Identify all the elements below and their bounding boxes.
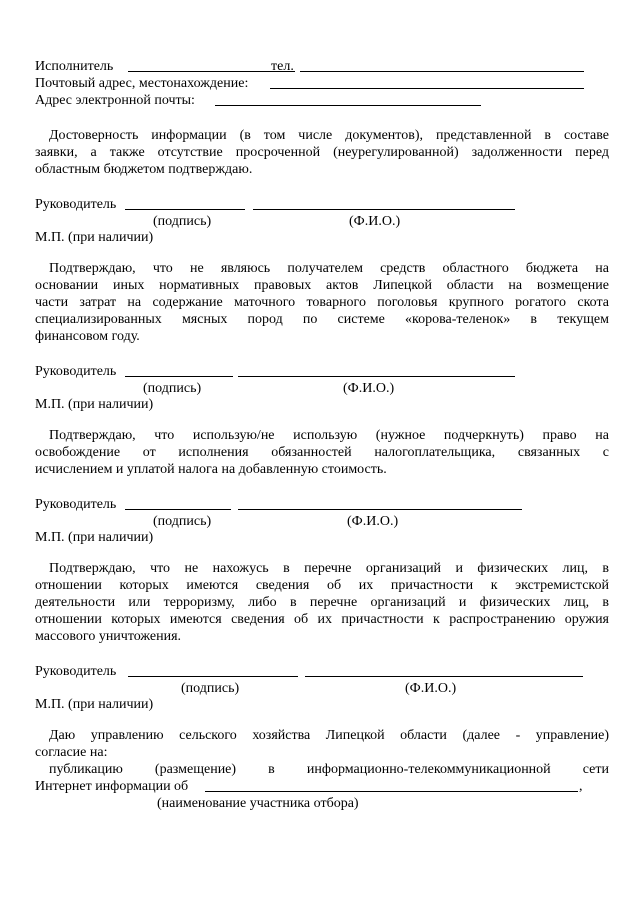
- participant-name-field[interactable]: [205, 778, 578, 792]
- postal-label: Почтовый адрес, местонахождение:: [35, 76, 249, 91]
- executor-field[interactable]: [128, 58, 295, 72]
- postal-row: [35, 75, 609, 92]
- phone-field[interactable]: [300, 58, 584, 72]
- seal-2: М.П. (при наличии): [35, 397, 154, 412]
- confirmation-paragraph-4: Подтверждаю, что не нахожусь в перечне организаций и физических лиц, в: [49, 561, 609, 576]
- confirmation-paragraph-2: Подтверждаю, что не являюсь получателем средств областного бюджета на: [49, 261, 609, 276]
- publication-line: публикацию (размещение) в информационно-телекоммуникационной сети: [49, 762, 609, 777]
- executor-label: Исполнитель: [35, 59, 114, 74]
- fio-field-4[interactable]: [305, 663, 583, 677]
- document-page: Исполнитель тел. Почтовый адрес, местонахождение: Адрес электронной почты: Достоверность информации (в том числе документов), представленной в составе заявки, а также отсутствие просроченной (неурегулированной) задолженности перед областным бюджетом подтверждаю. Руководитель (подпись) (Ф.И.О.) М.П. (при наличии) Подтверждаю, что не являюсь получателем средств областного бюджета на основании иных нормативных правовых актов Липецкой области на возмещение части затрат на содержание маточного товарного поголовья крупного рогатого скота специализированных мясных пород по системе «корова-теленок» в текущем финансовом году. Руководитель (подпись) (Ф.И.О.) М.П. (при наличии) Подтверждаю, что использую/не использую (нужное подчеркнуть) право на освобождение от исполнения обязанностей налогоплательщика, связанных с исчислением и уплатой налога на добавленную стоимость. Руководитель (подпись) (Ф.И.О.) М.П. (при наличии) Подтверждаю, что не нахожусь в перечне организаций и физических лиц, в отношении которых имеются сведения об их причастности к экстремистской деятельности или терроризму, либо в перечне организаций и физических лиц, в отношении которых имеются сведения об их причастности к распространению оружия массового уничтожения. Руководитель (подпись) (Ф.И.О.) М.П. (при наличии) Даю управлению сельского хозяйства Липецкой области (далее - управление) согласие на: публикацию (размещение) в информационно-телекоммуникационной сети Интернет информации об , (наименование участника отбора): [35, 59, 609, 811]
- confirmation-paragraph-3: Подтверждаю, что использую/не использую (нужное подчеркнуть) право на: [49, 428, 609, 443]
- internet-row: Интернет информации об ,: [35, 779, 583, 794]
- postal-field[interactable]: [270, 75, 584, 89]
- fio-field-1[interactable]: [253, 196, 515, 210]
- signature-row-4: Руководитель: [35, 663, 609, 680]
- signature-row-1: Руководитель: [35, 196, 609, 213]
- signature-field-1[interactable]: [125, 196, 245, 210]
- phone-label: тел.: [271, 59, 294, 74]
- email-field[interactable]: [215, 92, 481, 106]
- consent-paragraph: Даю управлению сельского хозяйства Липецкой области (далее - управление): [49, 728, 609, 743]
- signature-row-2: Руководитель: [35, 363, 609, 380]
- signature-field-2[interactable]: [125, 363, 233, 377]
- confirmation-paragraph-1: Достоверность информации (в том числе документов), представленной в составе: [49, 128, 609, 143]
- signature-field-3[interactable]: [125, 496, 231, 510]
- seal-3: М.П. (при наличии): [35, 530, 154, 545]
- seal-1: М.П. (при наличии): [35, 230, 154, 245]
- participant-name-caption: (наименование участника отбора): [157, 796, 359, 811]
- signature-row-3: Руководитель: [35, 496, 609, 513]
- email-label: Адрес электронной почты:: [35, 93, 195, 108]
- seal-4: М.П. (при наличии): [35, 697, 154, 712]
- fio-field-2[interactable]: [238, 363, 515, 377]
- email-row: [35, 92, 609, 109]
- signature-field-4[interactable]: [128, 663, 298, 677]
- fio-field-3[interactable]: [238, 496, 522, 510]
- executor-row: [35, 58, 609, 75]
